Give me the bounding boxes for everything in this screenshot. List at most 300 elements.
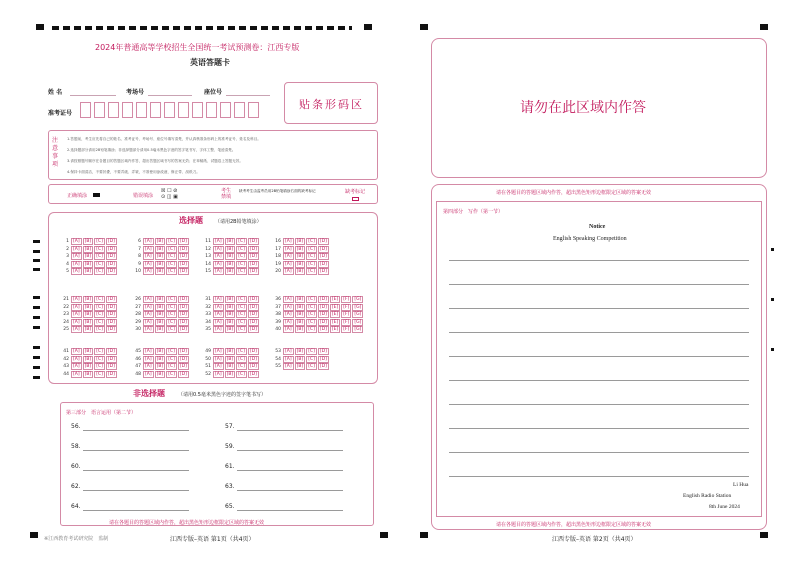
answer-bubble[interactable]: [B] [156,246,164,252]
answer-bubble[interactable]: [C] [308,297,315,302]
question-number: 13 [205,254,211,260]
answer-bubble[interactable]: [A] [285,254,292,260]
answer-bubble[interactable]: [B] [226,371,234,377]
answer-bubble[interactable]: [A] [145,356,152,362]
answer-bubble[interactable]: [C] [168,364,175,370]
answer-bubble[interactable]: [D] [179,356,187,362]
answer-bubble[interactable]: [A] [215,261,222,267]
answer-bubble[interactable]: [A] [215,319,222,325]
answer-bubble[interactable]: [C] [96,356,103,362]
blank-59-line[interactable] [237,450,343,451]
blank-58-line[interactable] [83,450,189,451]
question-number: 43 [63,364,69,370]
answer-bubble[interactable]: [B] [296,356,304,362]
answer-bubble[interactable]: [B] [296,239,304,244]
answer-bubble[interactable]: [D] [249,327,257,333]
answer-bubble[interactable]: [B] [84,319,92,325]
question-row [203,343,260,354]
answer-bubble[interactable]: [B] [296,297,304,302]
sheet-title: 英语答题卡 [190,58,230,67]
answer-bubble[interactable]: [D] [179,349,187,354]
answer-bubble[interactable]: [B] [226,364,234,370]
answer-bubble[interactable]: [D] [107,356,115,362]
answer-bubble[interactable]: [G] [354,312,362,318]
answer-bubble[interactable]: [D] [179,239,187,244]
answer-bubble[interactable]: [D] [249,319,257,325]
answer-bubble[interactable]: [C] [238,297,245,302]
answer-bubble[interactable]: [A] [145,246,152,252]
answer-bubble[interactable]: [D] [107,304,115,310]
question-block [61,233,118,275]
question-number: 3 [66,254,69,260]
writing-line[interactable] [449,260,749,261]
answer-bubble[interactable]: [B] [84,371,92,377]
answer-bubble[interactable]: [B] [156,371,164,377]
writing-line[interactable] [449,284,749,285]
answer-bubble[interactable]: [F] [343,297,350,302]
answer-bubble[interactable]: [D] [107,319,115,325]
answer-bubble[interactable]: [D] [319,364,327,370]
answer-bubble[interactable]: [A] [73,254,80,260]
blank-64-line[interactable] [83,510,189,511]
writing-line[interactable] [449,356,749,357]
answer-bubble[interactable]: [B] [84,304,92,310]
answer-bubble[interactable]: [G] [354,319,362,325]
answer-bubble[interactable]: [A] [215,356,222,362]
answer-bubble[interactable]: [A] [145,327,152,333]
answer-bubble[interactable]: [C] [96,269,103,275]
answer-bubble[interactable]: [C] [168,269,175,275]
answer-bubble[interactable]: [B] [156,269,164,275]
answer-bubble[interactable]: [B] [84,269,92,275]
question-row [203,358,260,370]
answer-bubble[interactable]: [B] [156,356,164,362]
answer-bubble[interactable]: [C] [168,371,175,377]
room-field[interactable] [148,95,192,96]
answer-bubble[interactable]: [D] [249,254,257,260]
answer-bubble[interactable]: [A] [73,312,80,318]
answer-bubble[interactable]: [B] [84,246,92,252]
answer-bubble[interactable]: [D] [179,364,187,370]
answer-bubble[interactable]: [B] [226,254,234,260]
blank-63-line[interactable] [237,490,343,491]
answer-bubble[interactable]: [B] [226,304,234,310]
answer-bubble[interactable]: [A] [73,371,80,377]
answer-bubble[interactable]: [D] [179,371,187,377]
answer-bubble[interactable]: [B] [296,261,304,267]
answer-bubble[interactable]: [D] [319,319,327,325]
writing-line[interactable] [449,476,749,477]
answer-bubble[interactable]: [C] [238,261,245,267]
answer-bubble[interactable]: [G] [354,327,362,333]
nonchoice-note: （请用0.5毫米黑色字迹的签字笔书写） [178,392,266,398]
answer-bubble[interactable]: [C] [238,254,245,260]
answer-bubble[interactable]: [E] [331,304,339,310]
answer-bubble[interactable]: [B] [156,297,164,302]
ticket-number-grid[interactable] [80,102,270,120]
question-row [203,314,260,325]
answer-bubble[interactable]: [A] [145,371,152,377]
answer-bubble[interactable]: [B] [84,254,92,260]
answer-bubble[interactable]: [A] [215,312,222,318]
answer-bubble[interactable]: [B] [156,304,164,310]
blank-60-line[interactable] [83,470,189,471]
answer-bubble[interactable]: [D] [179,246,187,252]
question-row [203,241,260,252]
answer-bubble[interactable]: [D] [179,304,187,310]
answer-bubble[interactable]: [A] [215,327,222,333]
question-number: 15 [205,269,211,275]
writing-line[interactable] [449,380,749,381]
answer-bubble[interactable]: [B] [296,327,304,333]
answer-bubble[interactable]: [A] [73,319,80,325]
question-number: 5 [66,269,69,275]
answer-bubble[interactable]: [C] [238,327,245,333]
writing-line[interactable] [449,428,749,429]
answer-bubble[interactable]: [B] [84,297,92,302]
answer-bubble[interactable]: [B] [156,319,164,325]
answer-bubble[interactable]: [E] [331,312,339,318]
question-number: 49 [205,349,211,354]
answer-bubble[interactable]: [A] [145,312,152,318]
question-number: 27 [135,304,141,310]
question-row [203,306,260,318]
question-row [133,358,190,370]
question-block [133,291,190,333]
absent-mark-box[interactable] [352,197,359,201]
answer-bubble[interactable]: [A] [215,304,222,310]
answer-bubble[interactable]: [C] [308,239,315,244]
answer-bubble[interactable]: [D] [319,261,327,267]
answer-bubble[interactable]: [B] [84,327,92,333]
answer-bubble[interactable]: [A] [215,371,222,377]
answer-bubble[interactable]: [D] [319,246,327,252]
answer-bubble[interactable]: [C] [96,312,103,318]
writing-line[interactable] [449,308,749,309]
answer-bubble[interactable]: [B] [226,312,234,318]
answer-bubble[interactable]: [C] [238,319,245,325]
answer-bubble[interactable]: [A] [215,254,222,260]
question-number: 53 [275,349,281,354]
answer-bubble[interactable]: [F] [343,319,350,325]
answer-bubble[interactable]: [C] [96,371,103,377]
answer-bubble[interactable]: [A] [285,304,292,310]
answer-bubble[interactable]: [A] [145,304,152,310]
answer-bubble[interactable]: [C] [168,327,175,333]
answer-bubble[interactable]: [B] [226,239,234,244]
question-number: 11 [205,239,211,244]
question-number: 51 [205,364,211,370]
answer-bubble[interactable]: [D] [179,254,187,260]
answer-bubble[interactable]: [A] [285,261,292,267]
answer-bubble[interactable]: [C] [96,319,103,325]
answer-bubble[interactable]: [A] [73,356,80,362]
answer-bubble[interactable]: [F] [343,304,350,310]
answer-bubble[interactable]: [C] [238,371,245,377]
answer-bubble[interactable]: [E] [331,327,339,333]
answer-bubble[interactable]: [A] [285,239,292,244]
answer-bubble[interactable]: [D] [107,239,115,244]
answer-bubble[interactable]: [A] [285,319,292,325]
answer-bubble[interactable]: [A] [73,349,80,354]
answer-bubble[interactable]: [A] [73,246,80,252]
answer-bubble[interactable]: [C] [238,312,245,318]
answer-bubble[interactable]: [D] [249,297,257,302]
answer-bubble[interactable]: [D] [319,349,327,354]
answer-bubble[interactable]: [C] [168,261,175,267]
answer-bubble[interactable]: [A] [215,349,222,354]
writing-line[interactable] [449,452,749,453]
answer-bubble[interactable]: [A] [145,261,152,267]
answer-bubble[interactable]: [D] [249,349,257,354]
answer-bubble[interactable]: [C] [308,327,315,333]
answer-bubble[interactable]: [C] [96,297,103,302]
answer-bubble[interactable]: [C] [308,254,315,260]
answer-bubble[interactable]: [B] [156,261,164,267]
answer-bubble[interactable]: [A] [145,269,152,275]
question-row [61,299,118,310]
seat-field[interactable] [226,95,270,96]
room-label: 考场号 [126,89,145,96]
question-number: 55 [275,364,281,370]
answer-bubble[interactable]: [B] [156,364,164,370]
answer-bubble[interactable]: [C] [96,349,103,354]
answer-bubble[interactable]: [D] [249,356,257,362]
answer-bubble[interactable]: [D] [319,356,327,362]
answer-bubble[interactable]: [A] [285,349,292,354]
answer-bubble[interactable]: [D] [179,297,187,302]
question-number: 22 [63,304,69,310]
choice-grid [61,233,371,383]
answer-bubble[interactable]: [F] [343,312,350,318]
answer-bubble[interactable]: [C] [308,312,315,318]
answer-bubble[interactable]: [E] [331,297,339,302]
answer-bubble[interactable]: [D] [179,319,187,325]
answer-bubble[interactable]: [B] [226,246,234,252]
answer-bubble[interactable]: [D] [107,246,115,252]
answer-bubble[interactable]: [A] [285,312,292,318]
answer-bubble[interactable]: [C] [238,304,245,310]
answer-bubble[interactable]: [G] [354,304,362,310]
answer-bubble[interactable]: [C] [308,349,315,354]
answer-bubble[interactable]: [A] [215,269,222,275]
answer-bubble[interactable]: [D] [107,269,115,275]
answer-bubble[interactable]: [D] [249,304,257,310]
answer-bubble[interactable]: [E] [331,319,339,325]
answer-bubble[interactable]: [C] [238,364,245,370]
blank-62-line[interactable] [83,490,189,491]
answer-bubble[interactable]: [F] [343,327,350,333]
answer-bubble[interactable]: [D] [107,364,115,370]
answer-bubble[interactable]: [A] [73,304,80,310]
answer-bubble[interactable]: [C] [238,239,245,244]
answer-bubble[interactable]: [D] [319,269,327,275]
answer-bubble[interactable]: [B] [296,269,304,275]
question-row [61,256,118,267]
answer-bubble[interactable]: [C] [308,269,315,275]
answer-bubble[interactable]: [B] [84,349,92,354]
answer-bubble[interactable]: [D] [249,312,257,318]
answer-bubble[interactable]: [B] [226,297,234,302]
answer-bubble[interactable]: [B] [84,364,92,370]
answer-bubble[interactable]: [B] [226,327,234,333]
answer-bubble[interactable]: [B] [156,312,164,318]
answer-bubble[interactable]: [D] [179,261,187,267]
answer-bubble[interactable]: [D] [179,312,187,318]
answer-bubble[interactable]: [D] [249,239,257,244]
answer-bubble[interactable]: [A] [215,239,222,244]
answer-bubble[interactable]: [C] [308,319,315,325]
answer-bubble[interactable]: [B] [226,349,234,354]
name-field[interactable] [70,95,116,96]
answer-bubble[interactable]: [C] [168,246,175,252]
answer-bubble[interactable]: [A] [285,297,292,302]
answer-bubble[interactable]: [A] [73,239,80,244]
blank-61-line[interactable] [237,470,343,471]
answer-bubble[interactable]: [A] [285,327,292,333]
blank-56-line[interactable] [83,430,189,431]
answer-bubble[interactable]: [A] [285,269,292,275]
answer-bubble[interactable]: [A] [73,269,80,275]
answer-bubble[interactable]: [B] [296,319,304,325]
answer-bubble[interactable]: [B] [296,312,304,318]
answer-bubble[interactable]: [D] [319,327,327,333]
answer-bubble[interactable]: [C] [168,254,175,260]
answer-bubble[interactable]: [B] [156,239,164,244]
answer-bubble[interactable]: [C] [168,349,175,354]
answer-bubble[interactable]: [C] [168,304,175,310]
answer-bubble[interactable]: [D] [319,239,327,244]
answer-bubble[interactable]: [G] [354,297,362,302]
answer-bubble[interactable]: [B] [226,269,234,275]
question-row [273,351,330,362]
answer-bubble[interactable]: [C] [96,304,103,310]
fill-wrong-samples: ☒ ☐ ⊘ ⊙ ◫ ▣ [161,188,178,200]
answer-bubble[interactable]: [A] [215,364,222,370]
answer-bubble[interactable]: [C] [168,297,175,302]
answer-bubble[interactable]: [B] [156,254,164,260]
answer-bubble[interactable]: [D] [107,254,115,260]
answer-bubble[interactable]: [D] [179,327,187,333]
answer-bubble[interactable]: [B] [226,261,234,267]
answer-bubble[interactable]: [B] [84,239,92,244]
answer-bubble[interactable]: [A] [145,349,152,354]
answer-bubble[interactable]: [D] [107,297,115,302]
answer-bubble[interactable]: [B] [226,319,234,325]
question-row [203,248,260,260]
answer-bubble[interactable]: [B] [296,246,304,252]
answer-bubble[interactable]: [A] [215,246,222,252]
signature-name: Li Hua [733,482,749,488]
answer-bubble[interactable]: [C] [96,254,103,260]
blank-65-line[interactable] [237,510,343,511]
blank-57-label: 57. [225,423,235,430]
question-number: 8 [138,254,141,260]
answer-bubble[interactable]: [D] [249,364,257,370]
answer-bubble[interactable]: [D] [107,327,115,333]
answer-bubble[interactable]: [D] [107,371,115,377]
answer-bubble[interactable]: [A] [145,297,152,302]
answer-bubble[interactable]: [C] [308,356,315,362]
question-row [273,321,364,333]
answer-bubble[interactable]: [C] [168,319,175,325]
answer-bubble[interactable]: [C] [168,356,175,362]
answer-bubble[interactable]: [C] [308,304,315,310]
answer-bubble[interactable]: [D] [249,371,257,377]
answer-bubble[interactable]: [B] [296,304,304,310]
answer-bubble[interactable]: [C] [238,246,245,252]
answer-bubble[interactable]: [A] [73,364,80,370]
answer-bubble[interactable]: [A] [215,297,222,302]
answer-bubble[interactable]: [A] [145,319,152,325]
answer-bubble[interactable]: [C] [308,261,315,267]
answer-bubble[interactable]: [C] [96,261,103,267]
answer-bubble[interactable]: [D] [319,304,327,310]
writing-inner [436,201,762,517]
answer-bubble[interactable]: [A] [73,261,80,267]
answer-bubble[interactable]: [C] [238,269,245,275]
answer-bubble[interactable]: [A] [285,364,292,370]
answer-bubble[interactable]: [B] [84,261,92,267]
answer-bubble[interactable]: [B] [226,356,234,362]
writing-line[interactable] [449,332,749,333]
answer-bubble[interactable]: [D] [107,349,115,354]
answer-bubble[interactable]: [C] [308,364,315,370]
question-row [61,366,118,377]
answer-bubble[interactable]: [B] [296,254,304,260]
answer-bubble[interactable]: [D] [249,261,257,267]
answer-bubble[interactable]: [B] [296,364,304,370]
question-row [203,291,260,302]
answer-bubble[interactable]: [D] [179,269,187,275]
barcode-area-label: 贴条形码区 [299,98,364,111]
answer-bubble[interactable]: [D] [319,297,327,302]
answer-bubble[interactable]: [A] [145,364,152,370]
answer-bubble[interactable]: [D] [107,261,115,267]
answer-bubble[interactable]: [A] [73,327,80,333]
question-row [203,299,260,310]
answer-bubble[interactable]: [C] [168,312,175,318]
answer-bubble[interactable]: [B] [84,312,92,318]
answer-bubble[interactable]: [C] [238,356,245,362]
writing-line[interactable] [449,404,749,405]
answer-bubble[interactable]: [D] [319,312,327,318]
answer-bubble[interactable]: [D] [249,246,257,252]
answer-bubble[interactable]: [C] [238,349,245,354]
answer-bubble[interactable]: [C] [308,246,315,252]
answer-bubble[interactable]: [D] [107,312,115,318]
answer-bubble[interactable]: [C] [96,246,103,252]
blank-57-line[interactable] [237,430,343,431]
answer-bubble[interactable]: [C] [96,239,103,244]
answer-bubble[interactable]: [A] [145,254,152,260]
answer-bubble[interactable]: [B] [156,327,164,333]
answer-bubble[interactable]: [B] [84,356,92,362]
answer-bubble[interactable]: [D] [249,269,257,275]
answer-bubble[interactable]: [A] [285,246,292,252]
answer-bubble[interactable]: [D] [319,254,327,260]
answer-bubble[interactable]: [C] [168,239,175,244]
answer-bubble[interactable]: [B] [296,349,304,354]
answer-bubble[interactable]: [A] [145,239,152,244]
answer-bubble[interactable]: [A] [73,297,80,302]
answer-bubble[interactable]: [A] [285,356,292,362]
answer-bubble[interactable]: [B] [156,349,164,354]
answer-bubble[interactable]: [C] [96,327,103,333]
answer-bubble[interactable]: [C] [96,364,103,370]
right-footer: 江西专版–英语 第2页（共4页） [552,536,637,543]
corner-mark-bl [30,532,38,538]
